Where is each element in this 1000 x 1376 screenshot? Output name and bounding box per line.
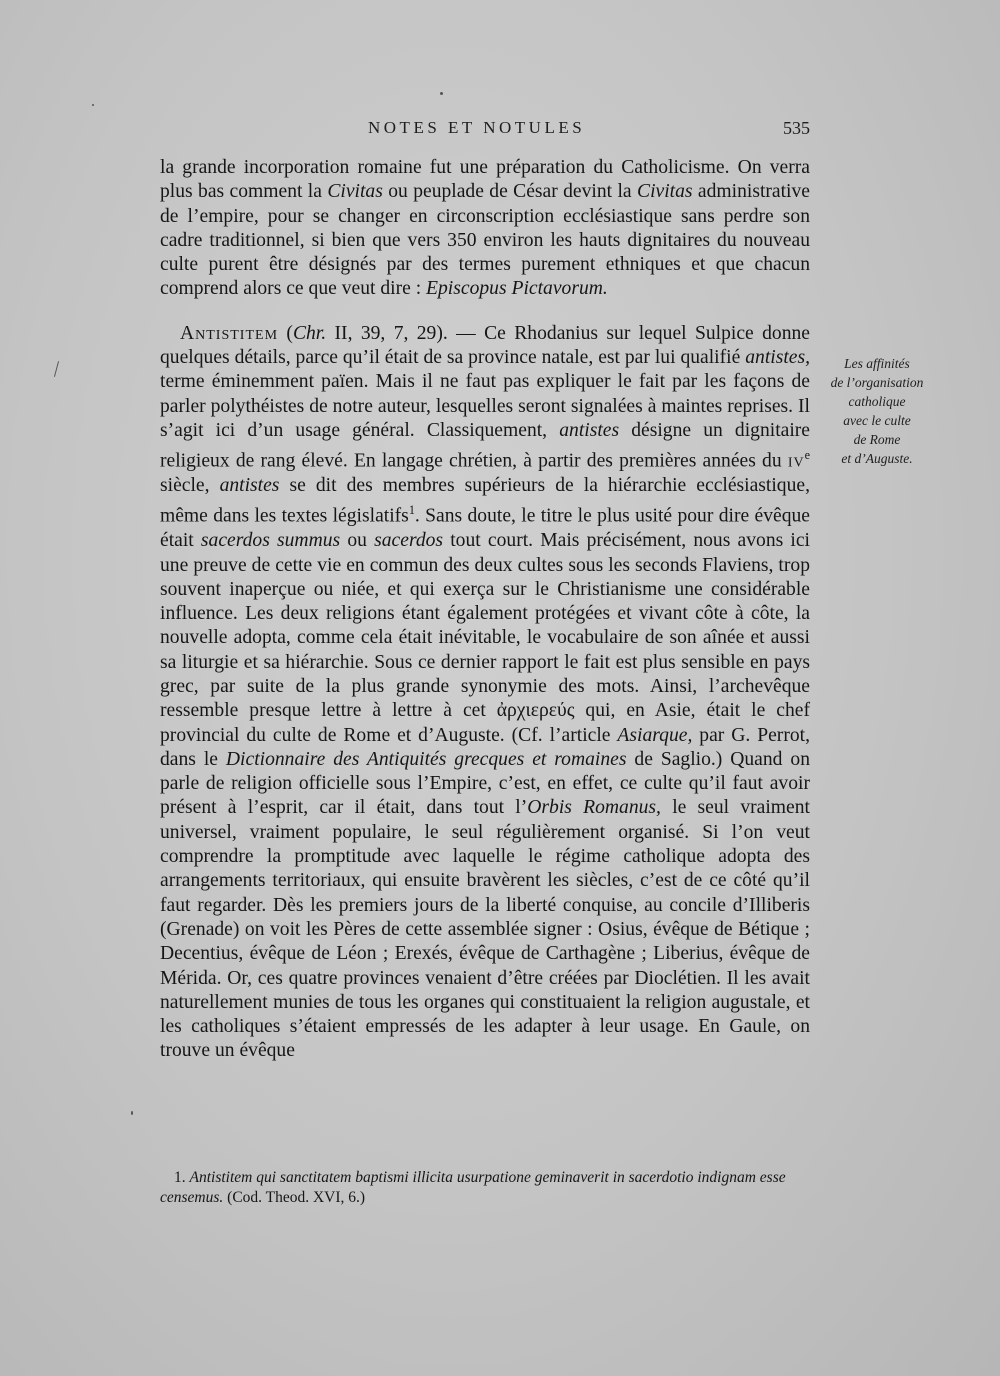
margin-note-line: Les affinités bbox=[844, 356, 910, 371]
text-run: . Sans doute, le titre le plus usité pour dire évêque était bbox=[160, 505, 810, 552]
text-run: tout court. Mais précisément, nous avons ici une preuve de cette vie en commun des deux cultes sous les seconds Flaviens, trop souvent inaperçue ou niée, et qui exerça sur le Christianisme une considérable influence. Les deux religions étant également protégées et vivant côte à côte, la nouvelle adopta, comme cela était inévitable, le vocabulaire de son aînée et aussi sa liturgie et sa hiérarchie. Sous ce dernier rapport le fait est plus sensible en pays grec, par suite de la plus grande synonymie des mots. Ainsi, l’archevêque ressemble presque lettre à lettre à cet ἀρχιερεύς qui, en Asie, était le chef provincial du culte de Rome et d’Auguste. (Cf. l’article bbox=[160, 530, 810, 746]
text-run: antistes bbox=[219, 475, 280, 497]
margin-note-line: de l’organisation bbox=[830, 375, 924, 390]
text-run: (Cod. Theod. XVI, 6.) bbox=[223, 1189, 366, 1206]
text-run: sacerdos summus bbox=[200, 530, 341, 552]
main-text-column bbox=[160, 156, 810, 1064]
pencil-mark bbox=[54, 361, 59, 377]
text-run: Asiarque, bbox=[617, 724, 693, 746]
margin-note-line: avec le culte bbox=[843, 413, 911, 428]
text-run: siècle, bbox=[160, 475, 220, 497]
text-run: e bbox=[804, 448, 810, 463]
text-run: désigne un dignitaire religieux de rang élevé. En langage chrétien, à partir des premières années du bbox=[160, 419, 810, 472]
running-head-title: NOTES ET NOTULES bbox=[368, 118, 586, 137]
text-run: Civitas bbox=[327, 181, 383, 203]
text-run: II, 39, 7, 29). — Ce Rhodanius sur lequel Sulpice donne quelques détails, parce qu’il était de sa province natale, est par lui qualifié bbox=[160, 322, 810, 369]
margin-note-line: de Rome bbox=[853, 432, 901, 447]
text-run: ou bbox=[340, 530, 375, 552]
text-run: Orbis Romanus, bbox=[527, 797, 661, 819]
print-speck bbox=[131, 1111, 133, 1115]
text-run: le seul vraiment universel, vraiment populaire, le seul régulièrement organisé. Si l’on veut comprendre la promptitude avec laquelle le régime catholique adopta des arrangements territoriaux, qui ensuite bravèrent les siècles, c’est de ce côté qu’il faut regarder. Dès les premiers jours de la liberté conquise, au concile d’Illiberis (Grenade) on voit les Pères de cette assemblée signer : Osius, évêque de Bétique ; Decentius, évêque de Léon ; Erexés, évêque de Carthagène ; Liberius, évêque de Mérida. Or, ces quatre provinces venaient d’être créées par Dioclétien. Il les avait naturellement munies de tous les organes qui constituaient la religion augustale, et les catholiques s’étaient empressés de les adapter à leur usage. En Gaule, on trouve un évêque bbox=[160, 797, 810, 1062]
text-run: par G. Perrot, dans le bbox=[160, 724, 810, 770]
text-run: Antistitem qui sanctitatem baptismi illicita usurpatione geminaverit in sacerdotio indignam esse censemus. bbox=[160, 1169, 786, 1206]
text-run: se dit des membres supérieurs de la hiérarchie ecclésiastique, même dans les textes législatifs bbox=[160, 475, 810, 527]
text-run: ( bbox=[278, 322, 293, 344]
text-run: Episcopus Pictavorum. bbox=[426, 278, 608, 300]
print-speck bbox=[92, 104, 94, 106]
text-run: Antistitem bbox=[180, 322, 279, 344]
text-run: la grande incorporation romaine fut une préparation du Catholicisme. On verra plus bas comment la bbox=[160, 157, 810, 203]
text-run: antistes bbox=[559, 419, 620, 441]
text-run: administrative de l’empire, pour se changer en circonscription ecclésiastique sans perdre son cadre traditionnel, si bien que vers 350 environ les hauts dignitaires du nouveau culte purent être désignés par des termes purement ethniques et que chacun comprend alors ce que veut dire : bbox=[160, 181, 810, 300]
text-run: iv bbox=[787, 450, 805, 472]
text-run: de Saglio.) Quand on parle de religion officielle sous l’Empire, c’est, en effet, ce culte qu’il faut avoir présent à l’esprit, car il était, dans tout l’ bbox=[160, 748, 810, 819]
paragraph-antistitem bbox=[160, 322, 810, 1064]
running-head bbox=[160, 118, 810, 144]
text-run: ou peuplade de César devint la bbox=[382, 181, 637, 203]
page-number: 535 bbox=[783, 118, 810, 138]
text-run: 1 bbox=[408, 503, 415, 518]
footnote bbox=[160, 1168, 810, 1208]
text-run: antistes, bbox=[745, 347, 810, 369]
footnote-text bbox=[160, 1168, 810, 1208]
text-run: 1. bbox=[174, 1169, 190, 1186]
paragraph-civitas bbox=[160, 156, 810, 302]
print-speck bbox=[440, 92, 443, 95]
text-run: Dictionnaire des Antiquités grecques et romaines bbox=[225, 748, 627, 770]
text-run: sacerdos bbox=[374, 530, 444, 552]
margin-note bbox=[818, 354, 936, 468]
margin-note-line: et d’Auguste. bbox=[841, 451, 913, 466]
text-run: terme éminemment païen. Mais il ne faut pas expliquer le fait par les façons de parler polythéistes de notre auteur, lesquelles seront signalées à maintes reprises. Il s’agit ici d’un usage général. Classiquement, bbox=[160, 371, 810, 441]
text-run: Civitas bbox=[637, 181, 693, 203]
margin-note-line: catholique bbox=[848, 394, 906, 409]
text-run: Chr. bbox=[292, 322, 327, 344]
